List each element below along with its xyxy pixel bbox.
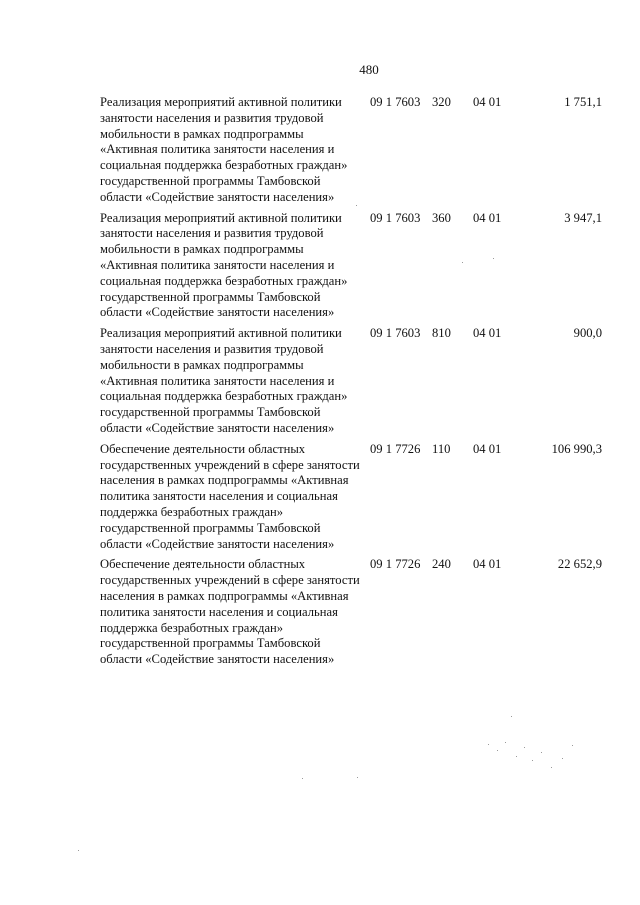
scan-speck	[562, 758, 563, 759]
row-description: Реализация мероприятий активной политики занятости населения и развития трудовой мобильности в рамках подпрограммы «Активная политика занятости населения и социальная поддержка безработных граждан» государственной программы Тамбовской области «Содействие занятости населения»	[100, 95, 348, 204]
table-row	[100, 211, 602, 322]
scan-speck	[516, 756, 517, 757]
row-amount: 1 751,1	[564, 95, 602, 109]
row-section-subsection-code: 04 01	[473, 557, 502, 572]
row-description: Реализация мероприятий активной политики занятости населения и развития трудовой мобильности в рамках подпрограммы «Активная политика занятости населения и социальная поддержка безработных граждан» государственной программы Тамбовской области «Содействие занятости населения»	[100, 326, 348, 435]
row-expense-type-code: 240	[432, 557, 451, 572]
row-amount: 3 947,1	[564, 210, 602, 225]
table-row	[100, 95, 602, 206]
scan-speck	[511, 716, 512, 717]
row-expense-type-code: 360	[432, 210, 451, 225]
scan-speck	[302, 778, 303, 779]
row-section-subsection-code: 04 01	[473, 210, 502, 225]
row-expense-type-code: 320	[432, 95, 451, 109]
scan-speck	[524, 747, 525, 748]
scan-speck	[505, 742, 506, 743]
scan-speck	[551, 767, 552, 768]
scan-speck	[572, 745, 573, 746]
row-target-article-code: 09 1 7603	[370, 210, 421, 225]
page-number: 480	[359, 62, 379, 77]
row-amount: 900,0	[573, 326, 602, 341]
scan-speck	[462, 262, 463, 263]
row-expense-type-code: 810	[432, 326, 451, 341]
row-section-subsection-code: 04 01	[473, 95, 502, 109]
scan-speck	[357, 777, 358, 778]
row-target-article-code: 09 1 7603	[370, 326, 421, 341]
scan-speck	[497, 750, 498, 751]
row-section-subsection-code: 04 01	[473, 441, 502, 456]
table-row	[100, 442, 602, 553]
scan-speck	[356, 205, 357, 206]
table-row	[100, 326, 602, 437]
row-section-subsection-code: 04 01	[473, 326, 502, 341]
row-description: Реализация мероприятий активной политики занятости населения и развития трудовой мобильности в рамках подпрограммы «Активная политика занятости населения и социальная поддержка безработных граждан» государственной программы Тамбовской области «Содействие занятости населения»	[100, 210, 348, 320]
scan-speck	[541, 752, 542, 753]
row-expense-type-code: 110	[432, 441, 451, 456]
scan-speck	[78, 850, 79, 851]
budget-table	[100, 95, 602, 673]
scan-speck	[532, 760, 533, 761]
row-target-article-code: 09 1 7726	[370, 441, 421, 456]
scan-speck	[488, 744, 489, 745]
row-target-article-code: 09 1 7726	[370, 557, 421, 572]
row-description: Обеспечение деятельности областных государственных учреждений в сфере занятости населения в рамках подпрограммы «Активная политика занятости населения и социальная поддержка безработных граждан» государственной программы Тамбовской области «Содействие занятости населения»	[100, 557, 360, 667]
row-amount: 22 652,9	[557, 557, 602, 572]
table-row	[100, 557, 602, 668]
row-amount: 106 990,3	[551, 441, 602, 456]
row-target-article-code: 09 1 7603	[370, 95, 421, 109]
scan-speck	[493, 258, 494, 259]
row-description: Обеспечение деятельности областных государственных учреждений в сфере занятости населения в рамках подпрограммы «Активная политика занятости населения и социальная поддержка безработных граждан» государственной программы Тамбовской области «Содействие занятости населения»	[100, 441, 360, 551]
